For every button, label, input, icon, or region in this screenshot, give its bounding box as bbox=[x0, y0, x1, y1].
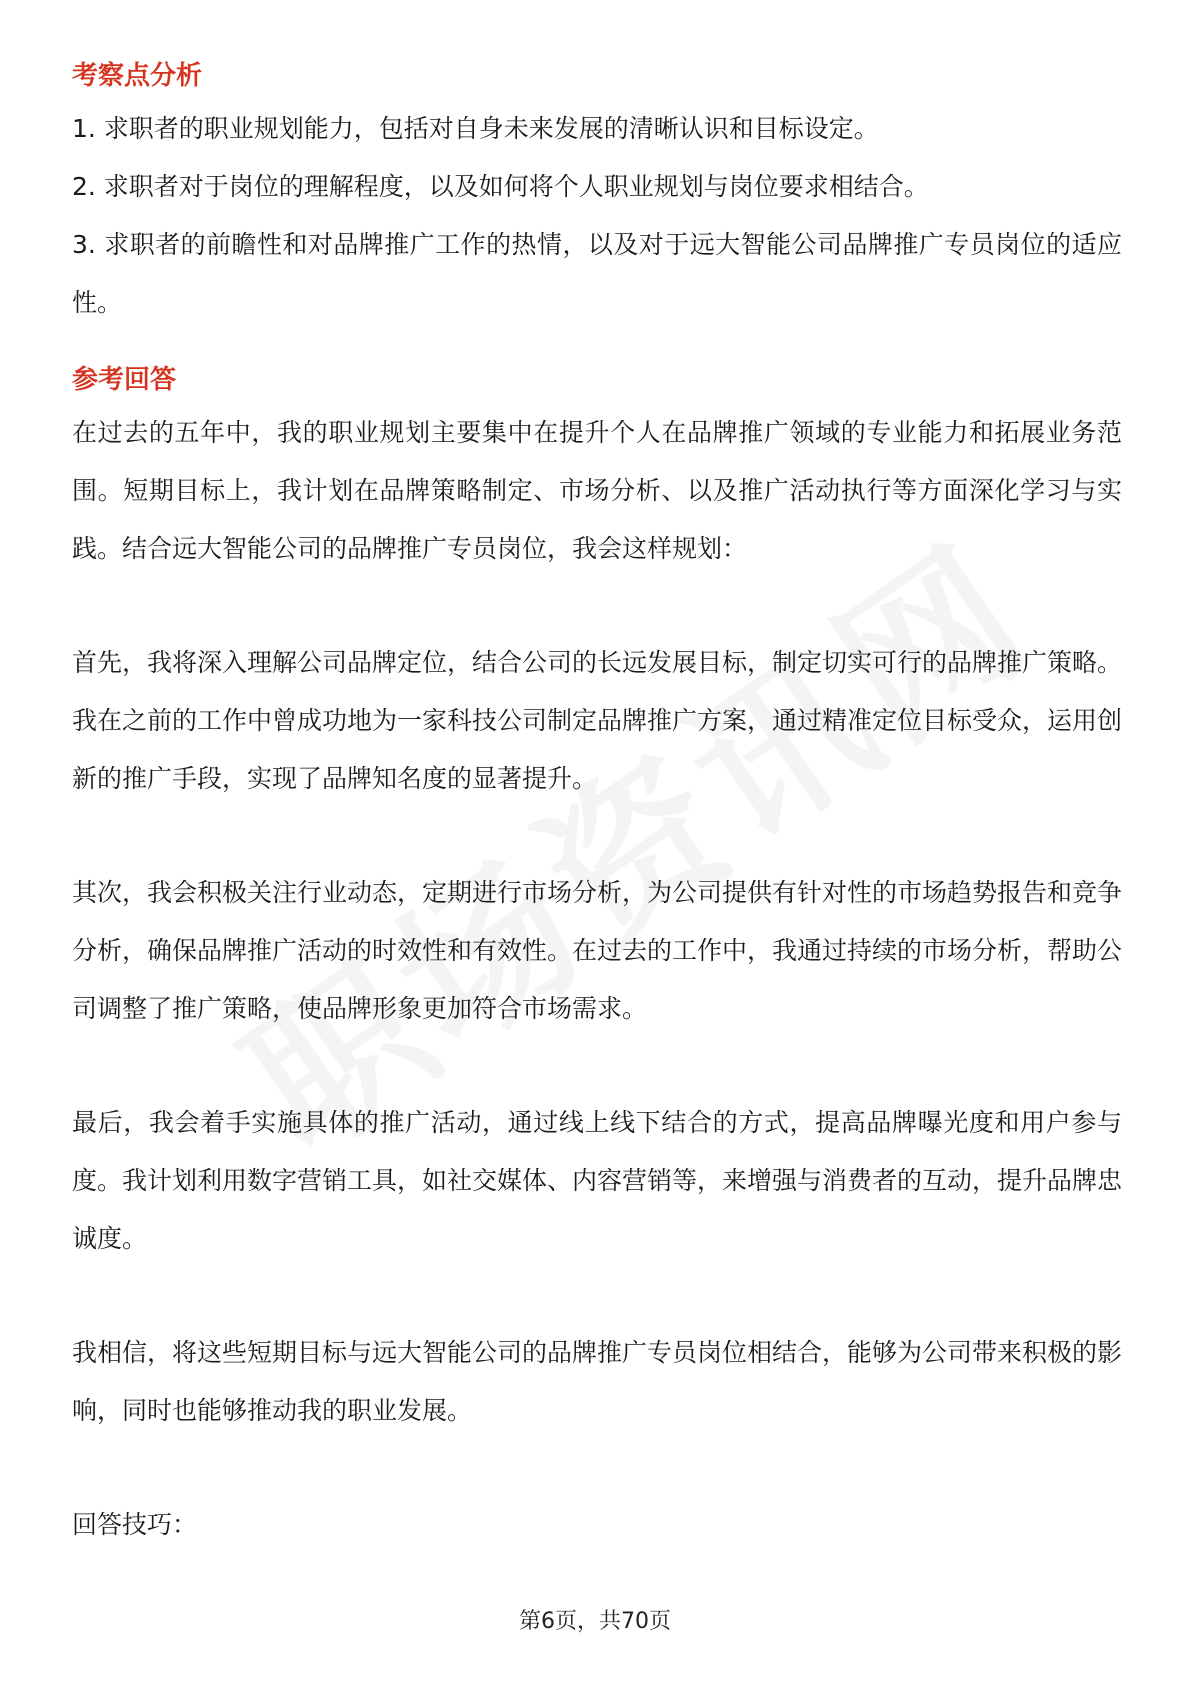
analysis-item: 3. 求职者的前瞻性和对品牌推广工作的热情，以及对于远大智能公司品牌推广专员岗位的适应性。 bbox=[72, 230, 1122, 317]
analysis-item: 2. 求职者对于岗位的理解程度，以及如何将个人职业规划与岗位要求相结合。 bbox=[72, 172, 929, 201]
answer-paragraph: 我相信，将这些短期目标与远大智能公司的品牌推广专员岗位相结合，能够为公司带来积极的影响，同时也能够推动我的职业发展。 bbox=[72, 1338, 1123, 1425]
analysis-heading: 考察点分析 bbox=[72, 61, 203, 91]
answer-paragraph: 最后，我会着手实施具体的推广活动，通过线上线下结合的方式，提高品牌曝光度和用户参与度。我计划利用数字营销工具，如社交媒体、内容营销等，来增强与消费者的互动，提升品牌忠诚度。 bbox=[72, 1108, 1123, 1253]
document-content bbox=[72, 52, 1122, 1554]
analysis-item: 1. 求职者的职业规划能力，包括对自身未来发展的清晰认识和目标设定。 bbox=[72, 114, 879, 143]
answer-paragraph: 在过去的五年中，我的职业规划主要集中在提升个人在品牌推广领域的专业能力和拓展业务范围。短期目标上，我计划在品牌策略制定、市场分析、以及推广活动执行等方面深化学习与实践。结合远大智能公司的品牌推广专员岗位，我会这样规划： bbox=[72, 418, 1122, 563]
answer-paragraph: 首先，我将深入理解公司品牌定位，结合公司的长远发展目标，制定切实可行的品牌推广策略。我在之前的工作中曾成功地为一家科技公司制定品牌推广方案，通过精准定位目标受众，运用创新的推广手段，实现了品牌知名度的显著提升。 bbox=[72, 648, 1123, 793]
answer-heading: 参考回答 bbox=[72, 365, 177, 395]
tips-label: 回答技巧： bbox=[72, 1510, 198, 1539]
page-number: 第6页，共70页 bbox=[519, 1609, 671, 1634]
answer-paragraph: 其次，我会积极关注行业动态，定期进行市场分析，为公司提供有针对性的市场趋势报告和竞争分析，确保品牌推广活动的时效性和有效性。在过去的工作中，我通过持续的市场分析，帮助公司调整了推广策略，使品牌形象更加符合市场需求。 bbox=[72, 878, 1123, 1023]
